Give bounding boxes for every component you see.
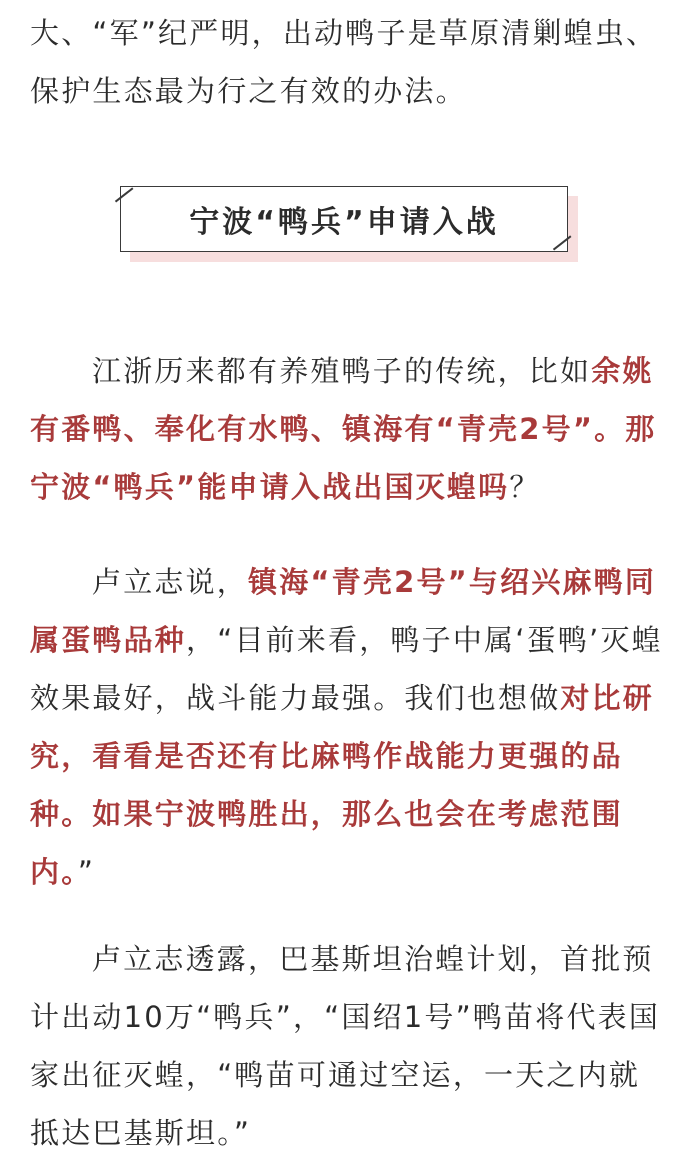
text-run: 计出动10万“鸭兵”，“国绍1号”鸭苗将代表国	[30, 1000, 661, 1034]
text-run: 保护生态最为行之有效的办法。	[30, 74, 467, 108]
text-run: ”	[77, 855, 96, 889]
paragraph-1	[30, 342, 670, 516]
text-line	[30, 988, 670, 1046]
paragraph-3	[30, 930, 670, 1162]
paragraph-top	[30, 4, 670, 120]
highlighted-text: 镇海“青壳2号”与绍兴麻鸭同	[248, 565, 657, 599]
highlighted-text: 内。	[30, 855, 78, 889]
highlighted-text: 宁波“鸭兵”能申请入战出国灭蝗吗	[30, 470, 510, 504]
text-line	[30, 4, 670, 62]
text-run: 家出征灭蝗，“鸭苗可通过空运，一天之内就	[30, 1058, 641, 1092]
highlighted-text: 究，看看是否还有比麻鸭作战能力更强的品	[30, 739, 623, 773]
text-line	[30, 727, 670, 785]
paragraph-2	[30, 553, 670, 901]
highlighted-text: 种。如果宁波鸭胜出，那么也会在考虑范围	[30, 797, 623, 831]
text-line	[30, 553, 670, 611]
section-title-box	[120, 186, 568, 252]
text-run: 效果最好，战斗能力最强。我们也想做	[30, 681, 561, 715]
text-line	[30, 611, 670, 669]
text-line	[30, 62, 670, 120]
text-run: 大、“军”纪严明，出动鸭子是草原清剿蝗虫、	[30, 16, 658, 50]
text-run: ？	[509, 470, 541, 504]
text-line	[30, 458, 670, 516]
text-line	[30, 1104, 670, 1162]
section-title: 宁波“鸭兵”申请入战	[189, 205, 499, 240]
text-line	[30, 785, 670, 843]
text-run: 抵达巴基斯坦。”	[30, 1116, 252, 1150]
text-run: 卢立志透露，巴基斯坦治蝗计划，首批预	[92, 942, 654, 976]
text-line	[30, 1046, 670, 1104]
text-line	[30, 843, 670, 901]
text-run: 卢立志说，	[92, 565, 249, 599]
text-run: 江浙历来都有养殖鸭子的传统，比如	[92, 354, 592, 388]
text-run: ，“目前来看，鸭子中属‘蛋鸭’灭蝗	[186, 623, 663, 657]
highlighted-text: 属蛋鸭品种	[30, 623, 187, 657]
text-line	[30, 342, 670, 400]
text-line	[30, 930, 670, 988]
highlighted-text: 对比研	[560, 681, 655, 715]
highlighted-text: 余姚	[591, 354, 654, 388]
text-line	[30, 669, 670, 727]
text-line	[30, 400, 670, 458]
section-title-frame	[120, 186, 580, 264]
highlighted-text: 有番鸭、奉化有水鸭、镇海有“青壳2号”。那	[30, 412, 657, 446]
